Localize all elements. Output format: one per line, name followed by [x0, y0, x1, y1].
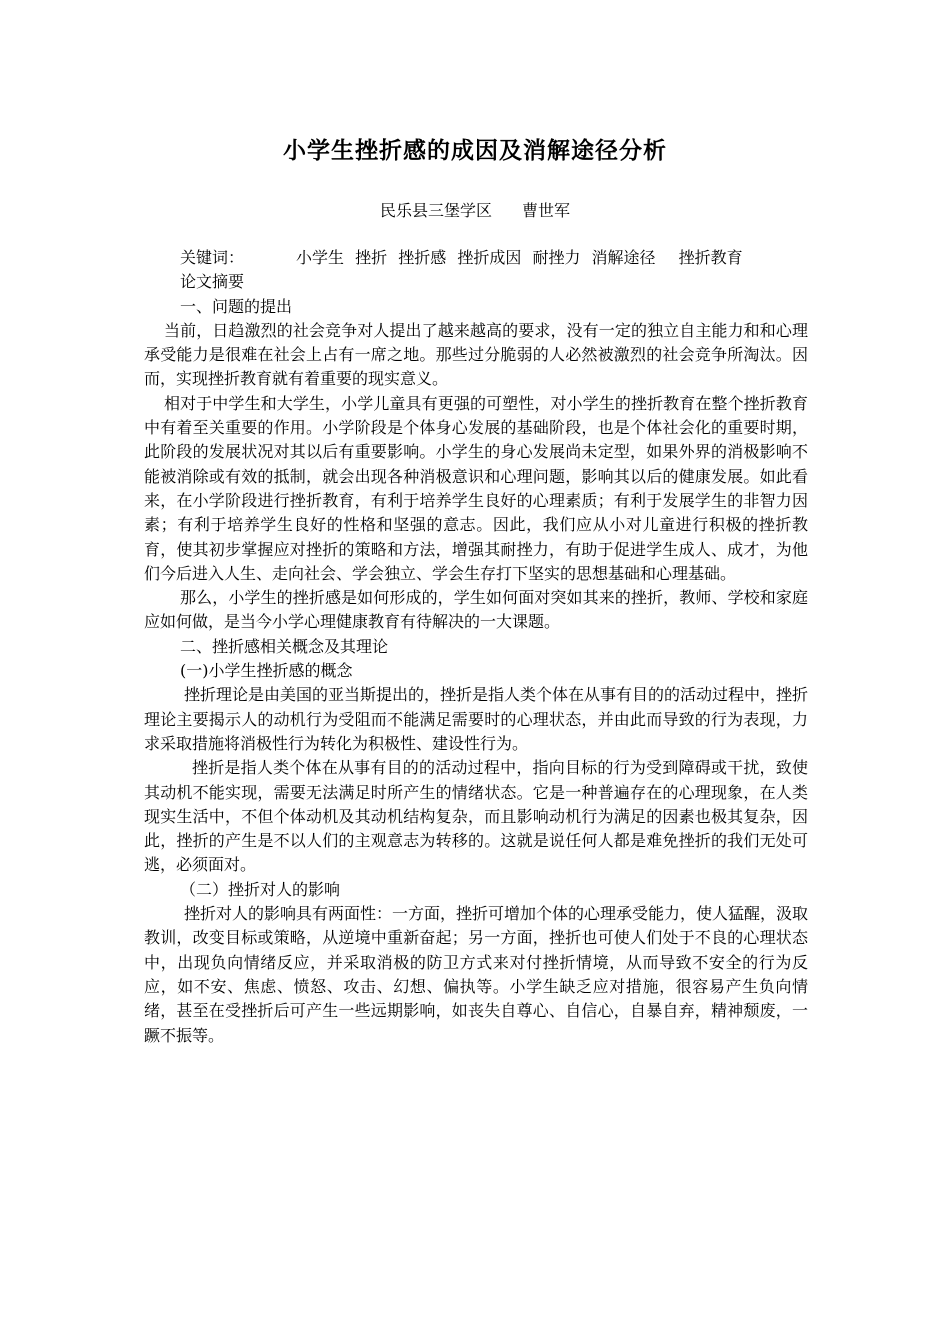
keyword: 挫折成因 — [457, 248, 522, 267]
paragraph: 挫折是指人类个体在从事有目的的活动过程中，指向目标的行为受到障碍或干扰，致使其动机不能实现，需要无法满足时所产生的情绪状态。它是一种普遍存在的心理现象，在人类现实生活中，不但个体动机及其动机结构复杂，而且影响动机行为满足的因素也极其复杂，因此，挫折的产生是不以人们的主观意志为转移的。这就是说任何人都是难免挫折的我们无处可逃，必须面对。 — [144, 758, 808, 875]
keywords-list — [296, 246, 808, 270]
author-organization: 民乐县三堡学区 — [379, 201, 492, 220]
author-name: 曹世军 — [522, 201, 571, 220]
keyword: 小学生 — [296, 248, 345, 267]
keywords-label: 关键词： — [180, 248, 245, 267]
abstract-label: 论文摘要 — [180, 272, 245, 292]
keyword: 挫折感 — [398, 248, 447, 267]
section-heading: 二、挫折感相关概念及其理论 — [180, 636, 389, 656]
section-heading: 一、问题的提出 — [180, 296, 293, 316]
paragraph: 相对于中学生和大学生，小学儿童具有更强的可塑性，对小学生的挫折教育在整个挫折教育中有着至关重要的作用。小学阶段是个体身心发展的基础阶段，也是个体社会化的重要时期，此阶段的发展状况对其以后有重要影响。小学生的身心发展尚未定型，如果外界的消极影响不能被消除或有效的抵制，就会出现各种消极意识和心理问题，影响其以后的健康发展。如此看来，在小学阶段进行挫折教育，有利于培养学生良好的心理素质；有利于发展学生的非智力因素；有利于培养学生良好的性格和坚强的意志。因此，我们应从小对儿童进行积极的挫折教育，使其初步掌握应对挫折的策略和方法，增强其耐挫力，有助于促进学生成人、成才，为他们今后进入人生、走向社会、学会独立、学会生存打下坚实的思想基础和心理基础。 — [144, 393, 808, 583]
paragraph: 那么，小学生的挫折感是如何形成的，学生如何面对突如其来的挫折，教师、学校和家庭应如何做，是当今小学心理健康教育有待解决的一大课题。 — [144, 588, 808, 632]
author-line — [0, 198, 950, 221]
keywords-line — [144, 246, 808, 270]
paragraph: 当前，日趋激烈的社会竞争对人提出了越来越高的要求，没有一定的独立自主能力和和心理承受能力是很难在社会上占有一席之地。那些过分脆弱的人必然被激烈的社会竞争所淘汰。因而，实现挫折教育就有着重要的现实意义。 — [144, 320, 808, 389]
subsection-heading: （二）挫折对人的影响 — [180, 879, 341, 899]
document-title: 小学生挫折感的成因及消解途径分析 — [283, 138, 667, 164]
keyword: 挫折 — [355, 248, 388, 267]
paragraph: 挫折理论是由美国的亚当斯提出的，挫折是指人类个体在从事有目的的活动过程中，挫折理论主要揭示人的动机行为受阻而不能满足需要时的心理状态，并由此而导致的行为表现，力求采取措施将消极性行为转化为积极性、建设性行为。 — [144, 685, 809, 753]
subsection-heading: (一)小学生挫折感的概念 — [180, 661, 353, 681]
paragraph: 挫折对人的影响具有两面性：一方面，挫折可增加个体的心理承受能力，使人猛醒，汲取教训，改变目标或策略，从逆境中重新奋起；另一方面，挫折也可使人们处于不良的心理状态中，出现负向情绪反应，并采取消极的防卫方式来对付挫折情境，从而导致不安全的行为反应，如不安、焦虑、愤怒、攻击、幻想、偏执等。小学生缺乏应对措施，很容易产生负向情绪，甚至在受挫折后可产生一些远期影响，如丧失自尊心、自信心，自暴自弃，精神颓废，一蹶不振等。 — [144, 904, 809, 1045]
keyword: 挫折教育 — [678, 248, 743, 267]
keyword: 耐挫力 — [532, 248, 581, 267]
keyword: 消解途径 — [591, 248, 656, 267]
document-body — [144, 246, 808, 1048]
